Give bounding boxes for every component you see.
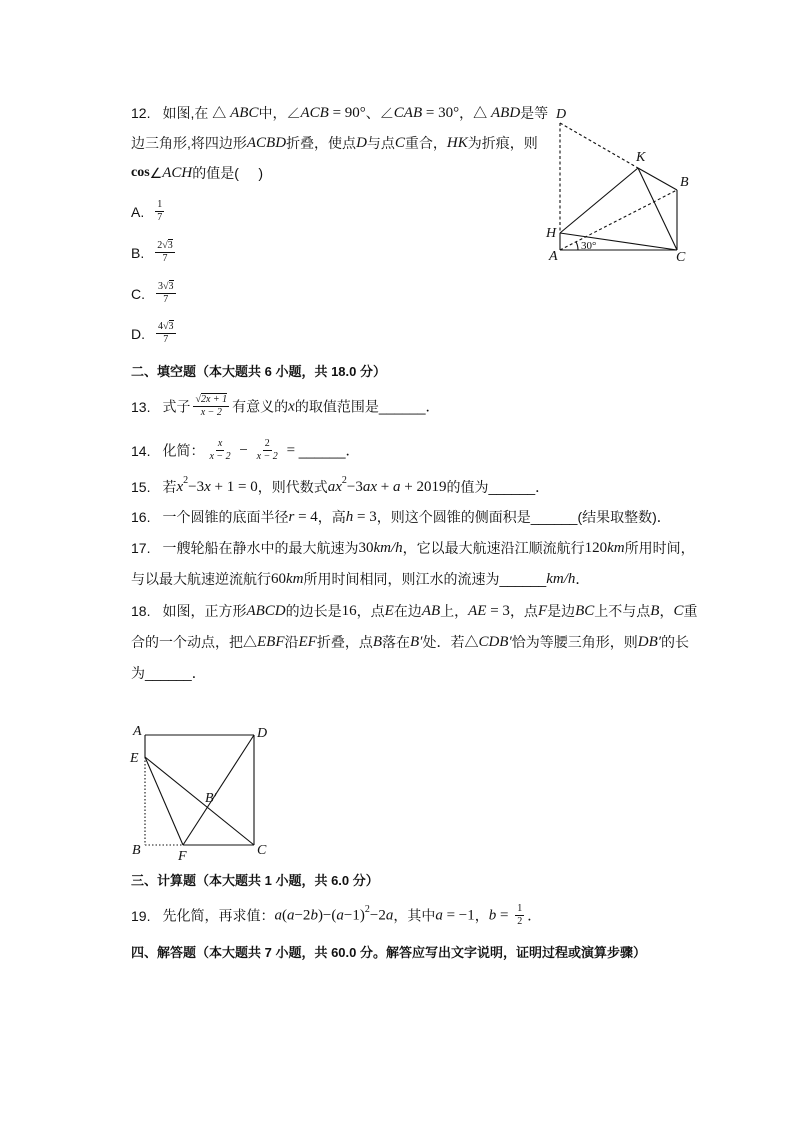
question-number: 18.	[131, 603, 151, 619]
question-text: 重	[683, 603, 698, 619]
exponent: 2	[183, 475, 189, 486]
math-expr: EBF	[257, 634, 285, 650]
question-text: ∠	[149, 165, 163, 181]
math-expr: ACBD	[246, 135, 287, 151]
point-label-a: A	[133, 724, 142, 739]
question-text: 化简：	[162, 442, 205, 459]
exponent: 2	[341, 475, 347, 486]
question-text: 是边	[547, 603, 576, 619]
sqrt-symbol: √	[163, 281, 169, 292]
answer-blank: ______	[378, 398, 426, 415]
question-text: ，△	[459, 105, 491, 121]
question-text: 的边长是	[285, 603, 342, 619]
q17-line-1	[131, 536, 695, 560]
q18-line-3	[131, 661, 206, 685]
question-text: 若	[162, 479, 177, 495]
question-text: ．	[527, 907, 542, 924]
point-label-k: K	[636, 150, 646, 165]
fraction-denominator: 2	[517, 916, 523, 927]
section-heading-2	[131, 360, 386, 384]
math-expr: a	[286, 907, 295, 924]
math-expr: (	[281, 907, 287, 924]
option-fraction	[156, 281, 176, 306]
math-expr: b	[310, 907, 318, 924]
segment-dk	[560, 123, 638, 168]
section-heading-4	[131, 941, 646, 965]
segment-fd	[183, 735, 254, 845]
fraction-denominator: 7	[162, 253, 168, 264]
question-text: ．	[535, 479, 550, 495]
fraction-denominator: 7	[163, 334, 169, 345]
fraction-numerator	[156, 281, 176, 294]
question-text: 式子	[162, 398, 191, 415]
q16-line	[131, 505, 671, 529]
math-expr: =	[282, 442, 299, 459]
section-heading-3	[131, 869, 379, 893]
point-label-d: D	[556, 107, 567, 122]
math-expr: AE	[468, 603, 487, 619]
point-label-c: C	[676, 250, 686, 265]
fraction-numerator	[193, 394, 229, 407]
point-label-c: C	[257, 843, 267, 858]
point-label-b: B	[680, 175, 689, 190]
math-expr: C	[394, 135, 405, 151]
math-expr: 30	[358, 540, 374, 556]
option-label: A.	[131, 203, 145, 220]
question-text: 所用时间相同，则江水的流速为	[303, 571, 500, 587]
question-text: 边三角形,将四边形	[131, 135, 247, 151]
question-text: 重合，	[404, 135, 447, 151]
answer-blank: ______	[298, 442, 346, 459]
math-expr: BC	[575, 603, 595, 619]
math-expr: x	[204, 479, 211, 495]
radicand: 3	[167, 240, 173, 251]
answer-blank: ______	[145, 665, 192, 681]
sqrt-symbol: √	[195, 394, 201, 405]
math-expr: D	[356, 135, 367, 151]
math-expr: −	[235, 442, 252, 459]
fraction	[255, 438, 280, 463]
math-expr: B′	[410, 634, 423, 650]
question-text: (结果取整数)．	[577, 509, 671, 525]
math-expr: x	[288, 398, 295, 415]
question-text: 有意义的	[232, 398, 289, 415]
math-expr: B	[372, 634, 382, 650]
math-expr: CDB′	[478, 634, 512, 650]
question-text: 为	[131, 665, 145, 681]
question-text: 恰为等腰三角形，则	[511, 634, 638, 650]
math-expr: −2	[369, 907, 386, 924]
question-text: 先化简，再求值：	[162, 907, 275, 924]
math-expr: = 3	[353, 509, 377, 525]
fraction	[515, 903, 524, 928]
segment-ec	[145, 757, 254, 845]
math-expr: C	[673, 603, 684, 619]
option-d	[131, 321, 179, 345]
q13-line	[131, 394, 440, 418]
math-expr: x	[176, 479, 184, 495]
question-text: ．	[345, 442, 360, 459]
fraction-denominator: 7	[157, 212, 163, 223]
option-c	[131, 281, 179, 305]
math-expr: = 4	[294, 509, 318, 525]
math-expr: ABCD	[246, 603, 286, 619]
question-text: ，高	[317, 509, 346, 525]
math-expr: −1)	[343, 907, 365, 924]
math-expr: km/h	[373, 540, 403, 556]
math-expr: −2	[294, 907, 311, 924]
math-expr: = 90°	[328, 105, 366, 121]
q18-figure	[125, 720, 275, 865]
question-text: ．	[575, 571, 590, 587]
coefficient: 3	[158, 281, 163, 292]
answer-blank: ______	[530, 509, 578, 525]
question-text: 所用时间，	[624, 540, 695, 556]
q17-line-2	[131, 567, 589, 591]
math-expr: ax	[327, 479, 342, 495]
section-title: 三、计算题（本大题共 1 小题，共 6.0 分）	[131, 873, 379, 888]
question-text: ，它以最大航速沿江顺流航行	[402, 540, 585, 556]
fraction-denominator: x − 2	[209, 451, 231, 462]
question-number: 14.	[131, 442, 151, 459]
math-expr: = 3	[486, 603, 510, 619]
question-text: 一个圆锥的底面半径	[162, 509, 289, 525]
fraction-numerator: 1	[157, 199, 163, 210]
question-text: 沿	[284, 634, 299, 650]
segment-kc	[638, 168, 677, 250]
math-expr: a	[392, 479, 401, 495]
math-expr: )−(	[317, 907, 337, 924]
question-text: 与点	[366, 135, 395, 151]
question-text: ，则这个圆锥的侧面积是	[376, 509, 531, 525]
question-text: ，点	[356, 603, 385, 619]
math-expr: 60	[271, 571, 286, 587]
math-expr: b	[488, 907, 497, 924]
option-fraction	[155, 240, 175, 265]
question-text: 上，	[440, 603, 469, 619]
question-text: 中，∠	[258, 105, 301, 121]
question-text: 折叠，点	[316, 634, 373, 650]
q12-line-1	[131, 101, 548, 125]
option-label: D.	[131, 325, 145, 342]
fraction-denominator: 7	[163, 294, 169, 305]
q18-line-1	[131, 599, 697, 623]
exponent: 2	[364, 903, 370, 915]
question-number: 13.	[131, 398, 151, 415]
point-label-b: B	[132, 843, 141, 858]
fraction-denominator: x − 2	[256, 451, 278, 462]
math-expr: −3	[346, 479, 363, 495]
option-b	[131, 240, 178, 264]
question-text: 如图,在 △	[162, 105, 231, 121]
math-expr: CAB	[393, 105, 423, 121]
coefficient: 2	[157, 240, 163, 251]
fraction-numerator	[155, 240, 175, 253]
question-number: 17.	[131, 540, 151, 556]
q14-line	[131, 438, 360, 462]
segment-kb	[638, 168, 677, 190]
math-expr: AB	[421, 603, 441, 619]
question-text: 的值为	[446, 479, 489, 495]
fraction	[207, 438, 232, 463]
math-expr: 120	[584, 540, 608, 556]
math-expr: ACB	[300, 105, 329, 121]
angle-arc	[576, 242, 578, 250]
option-a	[131, 199, 167, 223]
point-label-f: F	[178, 849, 187, 864]
radicand: 2x + 1	[200, 394, 228, 405]
question-text: ．	[425, 398, 440, 415]
radicand: 3	[168, 281, 174, 292]
math-expr: km	[607, 540, 625, 556]
question-text: 的取值范围是	[294, 398, 379, 415]
question-number: 15.	[131, 479, 151, 495]
section-title: 四、解答题（本大题共 7 小题，共 60.0 分。解答应写出文字说明，证明过程或演算步骤）	[131, 945, 646, 960]
question-text: ，则代数式	[257, 479, 328, 495]
math-expr: =	[496, 907, 513, 924]
sqrt-symbol: √	[163, 321, 169, 332]
point-label-b-prime: B′	[205, 791, 217, 806]
math-expr: = −1	[442, 907, 475, 924]
math-expr: km/h	[546, 571, 576, 587]
question-text: 是等	[520, 105, 549, 121]
q12-figure	[540, 100, 710, 265]
answer-blank: ______	[488, 479, 536, 495]
fraction-numerator: 2	[264, 438, 270, 449]
math-expr: = 30°	[422, 105, 460, 121]
coefficient: 4	[158, 321, 163, 332]
math-expr: ABC	[230, 105, 259, 121]
question-text: 在边	[393, 603, 422, 619]
segment-ef	[145, 757, 183, 845]
math-expr: F	[537, 603, 548, 619]
q12-line-3	[131, 161, 263, 185]
q12-line-2	[131, 131, 538, 155]
math-expr: a	[336, 907, 344, 924]
question-text: ，	[474, 907, 489, 924]
question-text: 合的一个动点，把△	[131, 634, 257, 650]
question-text: 处．若△	[422, 634, 479, 650]
math-expr: r	[288, 509, 295, 525]
fraction	[193, 394, 229, 419]
point-label-h: H	[546, 226, 557, 241]
point-label-d: D	[257, 726, 268, 741]
segment-hk	[560, 168, 638, 233]
question-text: 上不与点	[594, 603, 651, 619]
math-expr: a	[385, 907, 394, 924]
question-text: 落在	[382, 634, 410, 650]
math-expr: B	[650, 603, 660, 619]
math-expr: DB′	[637, 634, 662, 650]
question-number: 19.	[131, 907, 151, 924]
question-text: ，点	[509, 603, 538, 619]
math-expr: a	[435, 907, 443, 924]
math-expr: ax	[362, 479, 378, 495]
math-expr: cos	[131, 165, 150, 180]
section-title: 二、填空题（本大题共 6 小题，共 18.0 分）	[131, 364, 386, 379]
option-fraction	[155, 199, 164, 224]
fraction-denominator: x − 2	[200, 407, 222, 418]
math-expr: ABD	[491, 105, 521, 121]
question-text: 与以最大航速逆流航行	[131, 571, 271, 587]
point-label-a: A	[549, 249, 558, 264]
math-expr: km	[286, 571, 304, 587]
question-text: 折叠，使点	[286, 135, 357, 151]
point-label-e: E	[130, 751, 139, 766]
sqrt-symbol: √	[162, 240, 168, 251]
math-expr: + 2019	[400, 479, 447, 495]
fraction-numerator	[156, 321, 176, 334]
question-text: 如图，正方形	[162, 603, 247, 619]
q19-line	[131, 903, 541, 927]
option-label: C.	[131, 285, 145, 302]
fraction-numerator: x	[217, 438, 223, 449]
angle-label: 30°	[581, 240, 597, 252]
q15-line	[131, 475, 549, 499]
question-text: ．	[191, 665, 206, 681]
option-label: B.	[131, 244, 145, 261]
math-expr: −3	[188, 479, 205, 495]
question-text: 为折痕，则	[467, 135, 538, 151]
math-expr: E	[384, 603, 394, 619]
math-expr: 16	[341, 603, 357, 619]
math-expr: EF	[298, 634, 317, 650]
q18-line-2	[131, 630, 689, 654]
math-expr: h	[345, 509, 354, 525]
radicand: 3	[168, 321, 174, 332]
question-number: 12.	[131, 105, 151, 121]
question-text: ，	[659, 603, 674, 619]
question-text: 的长	[661, 634, 690, 650]
question-text: ，其中	[393, 907, 436, 924]
option-fraction	[156, 321, 176, 346]
answer-blank: ______	[499, 571, 547, 587]
math-expr: a	[274, 907, 282, 924]
math-expr: ACH	[162, 165, 193, 181]
question-text: 、∠	[365, 105, 394, 121]
question-number: 16.	[131, 509, 151, 525]
math-expr: + 1 = 0	[210, 479, 258, 495]
math-expr: HK	[446, 135, 468, 151]
question-text: 的值是( )	[192, 165, 264, 181]
question-text: 一艘轮船在静水中的最大航速为	[162, 540, 359, 556]
fraction-numerator: 1	[517, 903, 523, 914]
math-expr: +	[377, 479, 393, 495]
